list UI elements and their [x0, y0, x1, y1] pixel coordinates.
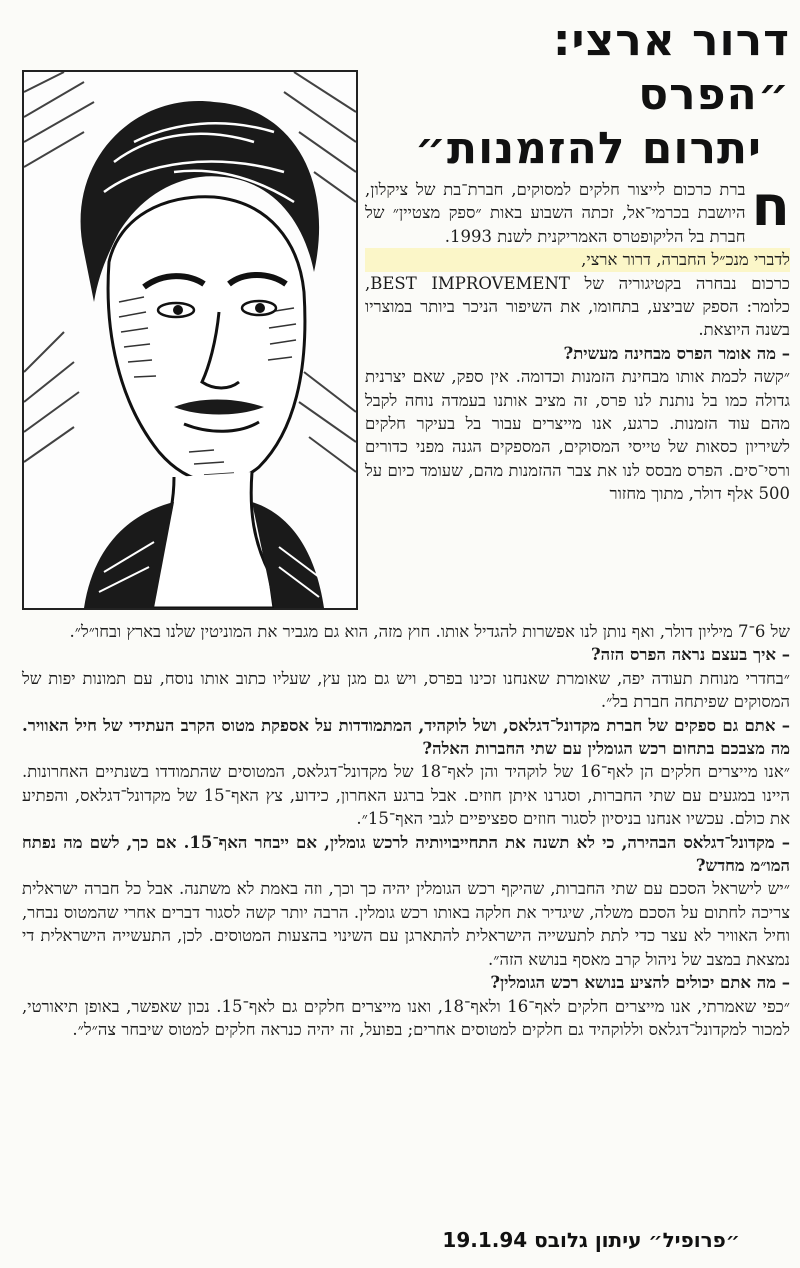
question-1: – מה אומר הפרס מבחינה מעשית? [563, 343, 790, 363]
paragraph-category: כרכום נבחרה בקטיגוריה של BEST IMPROVEMENT, כלומר: הספק שביצע, בתחומו, את השיפור הניכר ביותר במוצריו בשנה היוצאת. [365, 273, 790, 340]
portrait-drawing [24, 72, 356, 608]
answer-4: ״יש לישראל הסכם עם שתי החברות, שהיקף רכש הגומלין יהיה כך וכך, וזה באמת לא משתנה. אבל כל חברה ישראלית צריכה לחתום על הסכם משלה, שיגדיר את חלקה באותו רכש גומלין. הרבה יותר קשה לסגור דברים אחרי שהמטוס נבחר, וחיל האוויר לא עצר כדי לתת לתעשייה הישראלית להתארגן עם השינוי בהצעות המטוסים. לכן, התעשייה הישראלית די נמצאת במצב של ניהול קרב מאסף בנושא הזה״. [22, 879, 790, 969]
answer-2: ״בחדרי מנוחת תעודה יפה, שאומרת שאנחנו זכינו בפרס, ויש גם מגן עץ, שעליו כתוב אותו נוסח, עם תמונות יפות של המסוקים שפיתחה חברת בל״. [22, 668, 790, 712]
question-4: – מקדונל־דגלאס הבהירה, כי לא תשנה את התחייבויותיה לרכש גומלין, אם ייבחר האף־15. אם כך, לשם מה נפתח המו״מ מחדש? [22, 832, 790, 876]
question-3: – אתם גם ספקים של חברת מקדונל־דגלאס, ושל לוקהיד, המתמודדות על אספקת מטוס הקרב העתידי של חיל האוויר. מה מצבכם בתחום רכש הגומלין עם שתי החברות האלה? [22, 715, 790, 759]
answer-5: ״כפי שאמרתי, אנו מייצרים חלקים לאף־16 ולאף־18, ואנו מייצרים חלקים גם לאף־15. נכון שאפשר, באופן תיאורטי, למכור למקדונל־דגלאס וללוקהיד גם חלקים למטוסים אחרים; בפועל, זה יהיה כנראה חלקים למטוס שיבחר צה״ל״. [22, 996, 790, 1039]
answer-1-continued: של 6־7 מיליון דולר, ואף נותן לנו אפשרות להגדיל אותו. חוץ מזה, הוא גם מגביר את המוניטין שלנו בארץ ובחו״ל״. [69, 622, 790, 641]
article-headline [385, 14, 790, 176]
question-5: – מה אתם יכולים להציע בנושא רכש הגומלין? [490, 973, 790, 993]
paragraph-intro: ברת כרכום לייצור חלקים למסוקים, חברת־בת של ציקלון, היושבת בכרמי־אל, זכתה השבוע באות ״ספק מצטיין״ של חברת בל הליקופטרס האמריקנית לשנת 1993. [365, 180, 746, 246]
answer-1: ״קשה לכמת אותו מבחינת הזמנות וכדומה. אין ספק, שאם יצרנית גדולה כמו בל נותנת לנו פרס, זה מציב אותנו בעמדה נוחה לקבל מהם עוד הזמנות. כרגע, אנו מייצרים עבור בל בעיקר חלקים לשיריון כסאות של טייסי המסוקים, המספקים הגנה מפני כדורים ורסי־סים. הפרס מבסס לנו את צבר ההזמנות מהם, שעומד כיום על 500 אלף דולר, מתוך מחזור [365, 367, 790, 504]
article-top-column [365, 174, 790, 506]
article-full-column [22, 620, 790, 1041]
headline-line-2: יתרום להזמנות״ [414, 123, 762, 174]
portrait-illustration [22, 70, 358, 610]
answer-3: ״אנו מייצרים חלקים הן לאף־16 של לוקהיד והן לאף־18 של מקדונל־דגלאס, המטוסים שהתמודדו בשנתיים האחרונות. היינו במגעים עם שתי החברות, וסגרנו איתן חוזים. אבל ברגע האחרון, כידוע, צץ האף־15 של מקדונל־דגלאס, והפתיע את כולם. עכשיו אנחנו בניסיון לסגור חוזים ספציפיים לגבי האף־15״. [22, 762, 790, 829]
paragraph-ceo: לדברי מנכ״ל החברה, דרור ארצי, [365, 248, 790, 271]
source-caption: ״פרופיל״ עיתון גלובס 19.1.94 [442, 1228, 740, 1252]
drop-cap: ח [751, 174, 790, 239]
question-2: – איך בעצם נראה הפרס הזה? [591, 645, 790, 665]
headline-line-1: דרור ארצי: ״הפרס [552, 15, 790, 120]
